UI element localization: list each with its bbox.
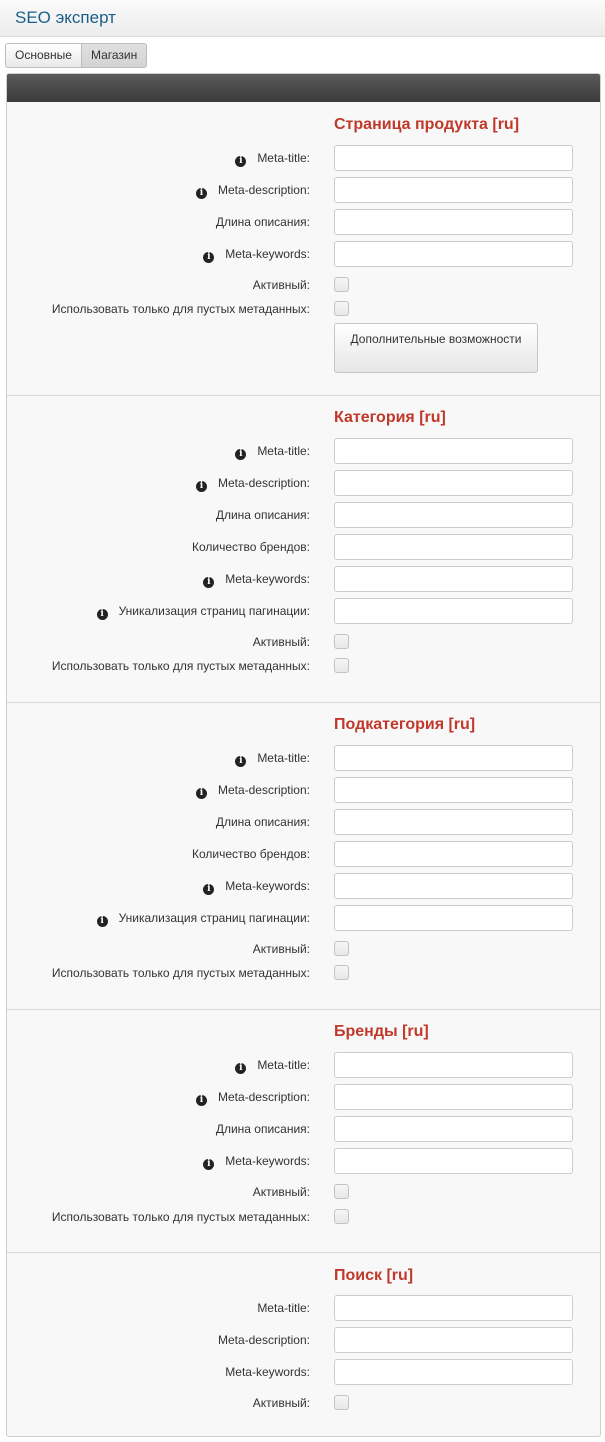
label-only-empty: Использовать только для пустых метаданных: — [51, 1210, 310, 1224]
label-meta-keywords: Meta-keywords: — [225, 572, 310, 586]
row-search-meta-keywords — [7, 1359, 600, 1385]
subcategory-desc-length-input[interactable] — [334, 809, 573, 835]
settings-panel — [6, 73, 601, 1437]
category-meta-keywords-input[interactable] — [334, 566, 573, 592]
section-title-product: Страница продукта [ru] — [334, 116, 520, 133]
label-desc-length: Длина описания: — [215, 508, 310, 522]
category-active-checkbox[interactable] — [334, 634, 349, 649]
section-category — [7, 396, 600, 703]
section-title-subcategory: Подкатегория [ru] — [334, 716, 476, 733]
row-search-active — [7, 1390, 600, 1416]
brands-meta-keywords-input[interactable] — [334, 1148, 573, 1174]
label-brand-count: Количество брендов: — [191, 847, 310, 861]
row-subcategory-meta-description — [7, 777, 600, 803]
section-title-brands: Бренды [ru] — [334, 1023, 429, 1040]
page-title: SEO эксперт — [15, 8, 116, 27]
category-meta-title-input[interactable] — [334, 438, 573, 464]
row-brands-meta-keywords — [7, 1148, 600, 1174]
row-subcategory-active — [7, 936, 600, 962]
row-category-only-empty — [7, 653, 600, 679]
product-meta-description-input[interactable] — [334, 177, 573, 203]
label-meta-title: Meta-title: — [257, 444, 310, 458]
label-desc-length: Длина описания: — [215, 815, 310, 829]
row-product-meta-keywords — [7, 241, 600, 267]
brands-only-empty-checkbox[interactable] — [334, 1209, 349, 1224]
tab-shop[interactable]: Магазин — [82, 43, 147, 68]
product-meta-keywords-input[interactable] — [334, 241, 573, 267]
row-brands-active — [7, 1179, 600, 1205]
section-title-category: Категория [ru] — [334, 409, 446, 426]
info-icon[interactable]: i — [196, 1095, 207, 1106]
row-product-desc-length — [7, 209, 600, 235]
row-brands-meta-title — [7, 1052, 600, 1078]
page-header — [0, 0, 605, 37]
search-active-checkbox[interactable] — [334, 1395, 349, 1410]
row-subcategory-meta-title — [7, 745, 600, 771]
category-only-empty-checkbox[interactable] — [334, 658, 349, 673]
subcategory-meta-description-input[interactable] — [334, 777, 573, 803]
category-pagination-input[interactable] — [334, 598, 573, 624]
category-brand-count-input[interactable] — [334, 534, 573, 560]
row-subcategory-only-empty — [7, 960, 600, 986]
label-active: Активный: — [252, 1185, 310, 1199]
category-desc-length-input[interactable] — [334, 502, 573, 528]
row-brands-desc-length — [7, 1116, 600, 1142]
label-only-empty: Использовать только для пустых метаданных: — [51, 659, 310, 673]
search-meta-description-input[interactable] — [334, 1327, 573, 1353]
row-product-meta-title — [7, 145, 600, 171]
section-subcategory — [7, 703, 600, 1010]
tab-general[interactable]: Основные — [5, 43, 82, 68]
label-desc-length: Длина описания: — [215, 215, 310, 229]
label-meta-description: Meta-description: — [217, 183, 310, 197]
row-product-active — [7, 272, 600, 298]
info-icon[interactable]: i — [235, 449, 246, 460]
row-category-pagination — [7, 598, 600, 624]
product-meta-title-input[interactable] — [334, 145, 573, 171]
subcategory-pagination-input[interactable] — [334, 905, 573, 931]
label-only-empty: Использовать только для пустых метаданных: — [51, 966, 310, 980]
panel-header-bar — [7, 74, 600, 102]
section-search — [7, 1253, 600, 1437]
info-icon[interactable]: i — [235, 156, 246, 167]
label-brand-count: Количество брендов: — [191, 540, 310, 554]
info-icon[interactable]: i — [203, 884, 214, 895]
row-brands-meta-description — [7, 1084, 600, 1110]
subcategory-meta-title-input[interactable] — [334, 745, 573, 771]
label-meta-description: Meta-description: — [217, 783, 310, 797]
label-desc-length: Длина описания: — [215, 1122, 310, 1136]
label-meta-keywords: Meta-keywords: — [225, 1365, 310, 1379]
search-meta-keywords-input[interactable] — [334, 1359, 573, 1385]
brands-active-checkbox[interactable] — [334, 1184, 349, 1199]
label-active: Активный: — [252, 1396, 310, 1410]
row-category-meta-title — [7, 438, 600, 464]
row-category-brand-count — [7, 534, 600, 560]
label-meta-keywords: Meta-keywords: — [225, 879, 310, 893]
extra-options-button[interactable]: Дополнительные возможности — [334, 323, 538, 373]
info-icon[interactable]: i — [97, 916, 108, 927]
brands-meta-description-input[interactable] — [334, 1084, 573, 1110]
row-subcategory-desc-length — [7, 809, 600, 835]
row-category-meta-description — [7, 470, 600, 496]
product-only-empty-checkbox[interactable] — [334, 301, 349, 316]
section-brands — [7, 1010, 600, 1253]
row-subcategory-meta-keywords — [7, 873, 600, 899]
info-icon[interactable]: i — [203, 252, 214, 263]
row-category-active — [7, 629, 600, 655]
label-pagination: Уникализация страниц пагинации: — [118, 604, 310, 618]
label-meta-title: Meta-title: — [257, 1058, 310, 1072]
label-meta-description: Meta-description: — [217, 1090, 310, 1104]
search-meta-title-input[interactable] — [334, 1295, 573, 1321]
label-meta-keywords: Meta-keywords: — [225, 1154, 310, 1168]
info-icon[interactable]: i — [203, 1159, 214, 1170]
section-product — [7, 102, 600, 396]
label-pagination: Уникализация страниц пагинации: — [118, 911, 310, 925]
row-product-only-empty — [7, 296, 600, 322]
label-meta-description: Meta-description: — [217, 1333, 310, 1347]
row-search-meta-title — [7, 1295, 600, 1321]
product-desc-length-input[interactable] — [334, 209, 573, 235]
label-meta-description: Meta-description: — [217, 476, 310, 490]
row-search-meta-description — [7, 1327, 600, 1353]
row-subcategory-pagination — [7, 905, 600, 931]
label-meta-title: Meta-title: — [257, 751, 310, 765]
info-icon[interactable]: i — [196, 481, 207, 492]
info-icon[interactable]: i — [97, 609, 108, 620]
product-active-checkbox[interactable] — [334, 277, 349, 292]
label-active: Активный: — [252, 942, 310, 956]
section-title-search: Поиск [ru] — [334, 1267, 414, 1284]
info-icon[interactable]: i — [196, 788, 207, 799]
subcategory-meta-keywords-input[interactable] — [334, 873, 573, 899]
label-active: Активный: — [252, 635, 310, 649]
brands-desc-length-input[interactable] — [334, 1116, 573, 1142]
row-category-meta-keywords — [7, 566, 600, 592]
label-active: Активный: — [252, 278, 310, 292]
info-icon[interactable]: i — [196, 188, 207, 199]
brands-meta-title-input[interactable] — [334, 1052, 573, 1078]
row-brands-only-empty — [7, 1204, 600, 1230]
row-product-meta-description — [7, 177, 600, 203]
subcategory-active-checkbox[interactable] — [334, 941, 349, 956]
info-icon[interactable]: i — [235, 1063, 246, 1074]
category-meta-description-input[interactable] — [334, 470, 573, 496]
row-subcategory-brand-count — [7, 841, 600, 867]
label-only-empty: Использовать только для пустых метаданных: — [51, 302, 310, 316]
info-icon[interactable]: i — [203, 577, 214, 588]
subcategory-brand-count-input[interactable] — [334, 841, 573, 867]
info-icon[interactable]: i — [235, 756, 246, 767]
label-meta-title: Meta-title: — [257, 151, 310, 165]
tab-bar — [5, 43, 147, 68]
subcategory-only-empty-checkbox[interactable] — [334, 965, 349, 980]
row-category-desc-length — [7, 502, 600, 528]
label-meta-title: Meta-title: — [257, 1301, 310, 1315]
label-meta-keywords: Meta-keywords: — [225, 247, 310, 261]
